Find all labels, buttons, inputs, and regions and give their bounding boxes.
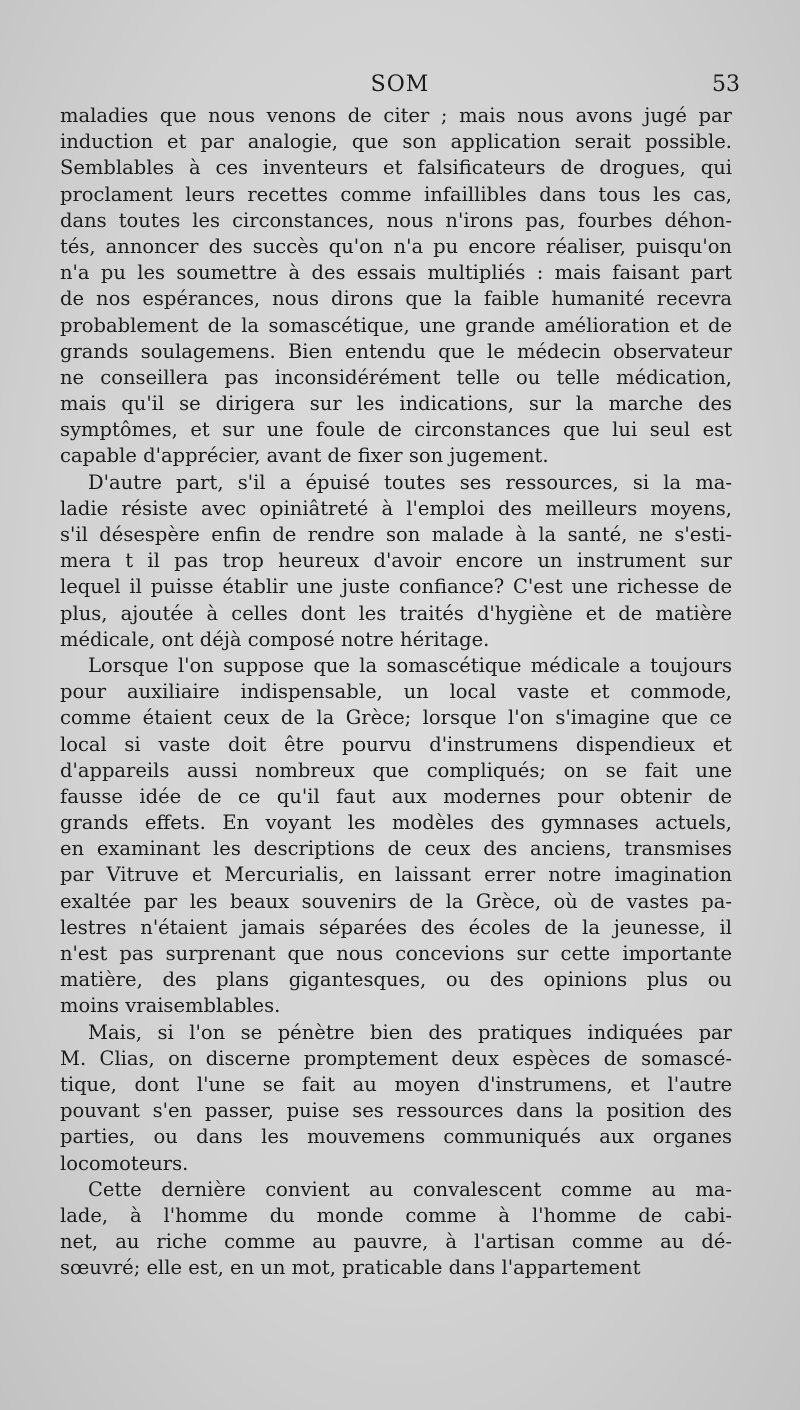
running-head: SOM — [370, 72, 430, 97]
text-line: exaltée par les beaux souvenirs de la Grèce, où de vastes pa- — [60, 889, 732, 913]
text-line: net, au riche comme au pauvre, à l'artisan comme au dé- — [60, 1230, 732, 1254]
text-line: tés, annoncer des succès qu'on n'a pu encore réaliser, puisqu'on — [60, 234, 732, 258]
text-line: Mais, si l'on se pénètre bien des pratiques indiquées par — [88, 1020, 732, 1044]
text-line: par Vitruve et Mercurialis, en laissant errer notre imagination — [60, 863, 732, 887]
paragraph — [60, 1177, 732, 1282]
text-line: proclament leurs recettes comme infaillibles dans tous les cas, — [60, 182, 732, 206]
text-line: d'appareils aussi nombreux que compliqués; on se fait une — [60, 758, 732, 782]
text-line: ladie résiste avec opiniâtreté à l'emploi des meilleurs moyens, — [60, 496, 732, 520]
paragraph — [60, 103, 732, 470]
text-line: lestres n'étaient jamais séparées des écoles de la jeunesse, il — [60, 915, 732, 939]
paragraph — [60, 470, 732, 653]
text-line: pouvant s'en passer, puise ses ressources dans la position des — [60, 1099, 732, 1123]
text-line: grands soulagemens. Bien entendu que le médecin observateur — [60, 339, 732, 363]
text-line: D'autre part, s'il a épuisé toutes ses ressources, si la ma- — [88, 470, 732, 494]
text-line: maladies que nous venons de citer ; mais nous avons jugé par — [60, 104, 732, 127]
text-line: Cette dernière convient au convalescent comme au ma- — [88, 1177, 732, 1201]
text-line: local si vaste doit être pourvu d'instrumens dispendieux et — [60, 732, 732, 756]
text-line: probablement de la somascétique, une grande amélioration et de — [60, 313, 732, 337]
text-line: sœuvré; elle est, en un mot, praticable dans l'appartement — [60, 1256, 641, 1280]
text-line: Lorsque l'on suppose que la somascétique médicale a toujours — [88, 653, 732, 677]
text-line: Semblables à ces inventeurs et falsificateurs de drogues, qui — [60, 156, 732, 180]
text-line: lequel il puisse établir une juste confiance? C'est une richesse de — [60, 575, 732, 599]
text-line: parties, ou dans les mouvemens communiqués aux organes — [60, 1125, 732, 1149]
paragraph — [60, 1020, 732, 1177]
text-line: n'est pas surprenant que nous concevions sur cette importante — [60, 942, 732, 965]
text-line: moins vraisemblables. — [60, 994, 281, 1018]
text-line: locomoteurs. — [60, 1151, 189, 1175]
text-line: comme étaient ceux de la Grèce; lorsque l'on s'imagine que ce — [60, 706, 732, 730]
text-line: médicale, ont déjà composé notre héritage. — [60, 627, 490, 651]
text-line: de nos espérances, nous dirons que la faible humanité recevra — [60, 287, 732, 311]
text-line: n'a pu les soumettre à des essais multipliés : mais faisant part — [60, 261, 732, 285]
text-line: capable d'apprécier, avant de fixer son jugement. — [60, 444, 549, 468]
text-line: fausse idée de ce qu'il faut aux modernes pour obtenir de — [60, 784, 732, 808]
text-line: mera t il pas trop heureux d'avoir encore un instrument sur — [60, 549, 732, 573]
text-line: M. Clias, on discerne promptement deux espèces de somascé- — [60, 1046, 732, 1070]
page-header — [60, 72, 740, 104]
text-line: tique, dont l'une se fait au moyen d'instrumens, et l'autre — [60, 1072, 732, 1096]
text-line: plus, ajoutée à celles dont les traités d'hygiène et de matière — [60, 601, 732, 625]
paragraph — [60, 653, 732, 1020]
text-line: en examinant les descriptions de ceux des anciens, transmises — [60, 837, 732, 861]
text-line: symptômes, et sur une foule de circonstances que lui seul est — [60, 418, 732, 442]
text-line: induction et par analogie, que son application serait possible. — [60, 130, 732, 154]
text-line: pour auxiliaire indispensable, un local vaste et commode, — [60, 680, 732, 704]
text-line: mais qu'il se dirigera sur les indications, sur la marche des — [60, 392, 732, 416]
text-line: s'il désespère enfin de rendre son malade à la santé, ne s'esti- — [60, 523, 732, 546]
text-line: lade, à l'homme du monde comme à l'homme de cabi- — [60, 1203, 732, 1227]
text-line: ne conseillera pas inconsidérément telle ou telle médication, — [60, 365, 732, 389]
body-text — [60, 103, 732, 1281]
text-line: grands effets. En voyant les modèles des gymnases actuels, — [60, 811, 732, 835]
page-number: 53 — [712, 72, 740, 97]
text-line: dans toutes les circonstances, nous n'irons pas, fourbes déhon- — [60, 208, 732, 232]
text-line: matière, des plans gigantesques, ou des opinions plus ou — [60, 968, 732, 992]
